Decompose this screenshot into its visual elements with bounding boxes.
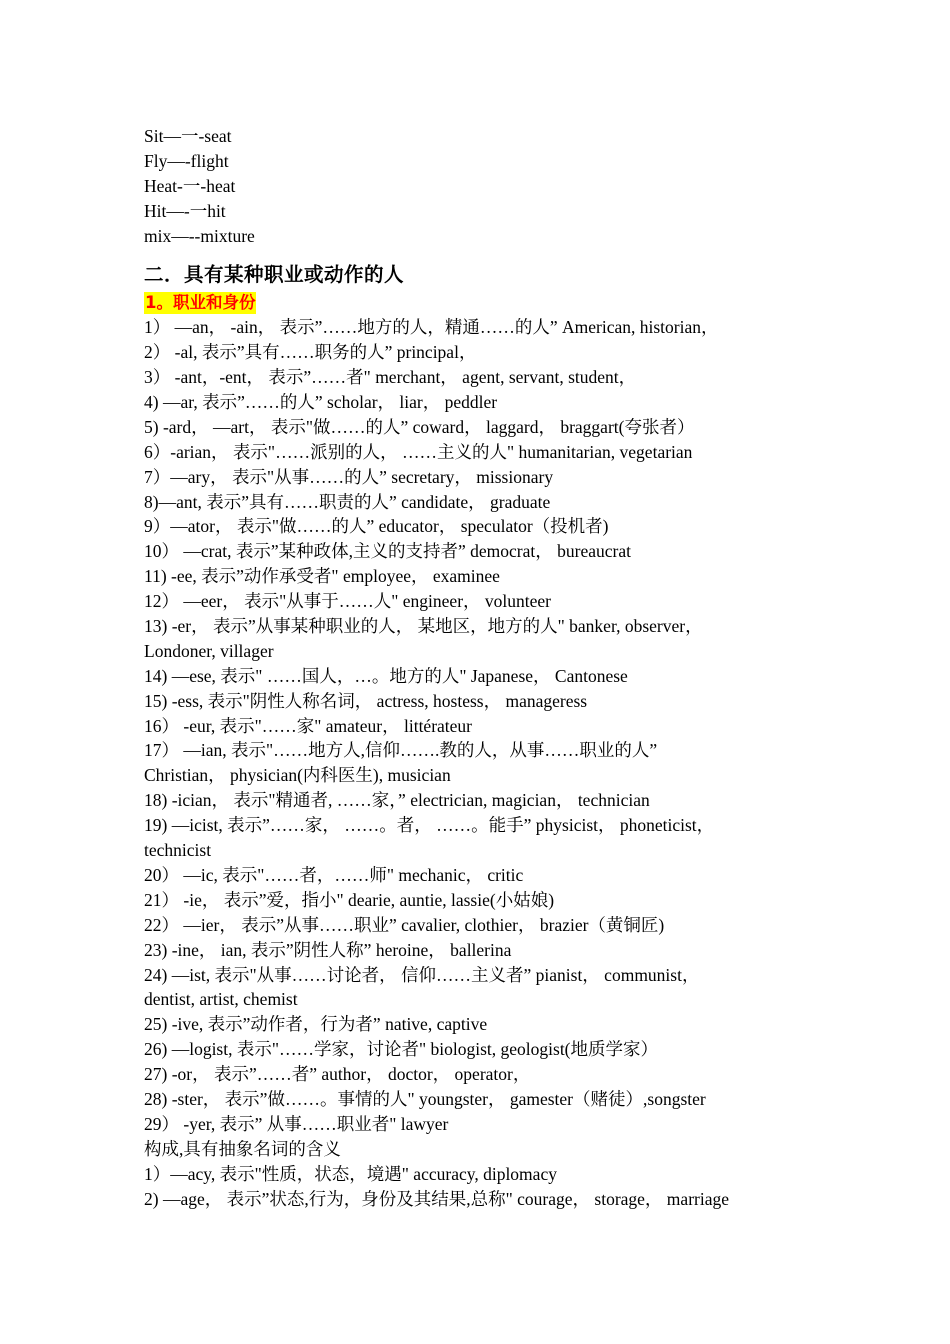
text-line: 1）—acy, 表示"性质，状态，境遇" accuracy, diplomacy — [144, 1163, 557, 1184]
text-line: 22） —ier， 表示”从事……职业” cavalier, clothier， brazier（黄铜匠) — [144, 914, 665, 935]
suffix-list — [144, 315, 844, 1211]
sub-heading-row — [144, 290, 844, 315]
text-line: technicist — [144, 840, 212, 861]
text-line: 10） —crat, 表示”某种政体,主义的支持者” democrat， bureaucrat — [144, 541, 631, 562]
text-line: 18) -ician， 表示"精通者, ……家，” electrician, magician， technician — [144, 790, 650, 811]
text-line: Londoner, villager — [144, 640, 274, 661]
text-line: 3） -ant，-ent， 表示”……者" merchant， agent, servant, student， — [144, 367, 637, 388]
text-line: Christian， physician(内科医生), musician — [144, 765, 451, 786]
word-pair-line: Fly—-flight — [144, 150, 229, 171]
text-line: 2) —age， 表示”状态,行为，身份及其结果,总称" courage， storage， marriage — [144, 1188, 729, 1209]
word-pair-line: Sit—一-seat — [144, 126, 232, 146]
text-line: 24) —ist, 表示"从事……讨论者， 信仰……主义者” pianist， communist， — [144, 964, 700, 985]
text-line: 5) -ard， —art， 表示"做……的人” coward， laggard， braggart(夸张者） — [144, 416, 695, 437]
word-pairs — [144, 124, 844, 248]
text-line: 21） -ie， 表示”爱，指小" dearie, auntie, lassie(小姑娘) — [144, 889, 555, 910]
sub-heading: 1。职业和身份 — [145, 293, 256, 313]
text-line: 26) —logist, 表示"……学家，讨论者" biologist, geologist(地质学家） — [144, 1039, 659, 1060]
text-line: 4) —ar, 表示”……的人” scholar， liar， peddler — [144, 392, 498, 413]
text-line: 16） -eur, 表示"……家" amateur， littérateur — [144, 715, 473, 736]
word-pair-line: mix—--mixture — [144, 225, 255, 246]
text-line: 构成,具有抽象名词的含义 — [144, 1138, 341, 1159]
document-page — [144, 124, 844, 1211]
text-line: 29） -yer, 表示” 从事……职业者" lawyer — [144, 1113, 449, 1134]
text-line: 8)—ant, 表示”具有……职责的人” candidate， graduate — [144, 491, 551, 512]
text-line: 14) —ese, 表示" ……国人，…。地方的人" Japanese， Cantonese — [144, 665, 628, 686]
section-heading: 二．具有某种职业或动作的人 — [144, 263, 405, 287]
word-pair-line: Hit—-一hit — [144, 200, 226, 221]
text-line: 11) -ee, 表示”动作承受者" employee， examinee — [144, 566, 500, 587]
text-line: 25) -ive, 表示”动作者，行为者” native, captive — [144, 1014, 488, 1035]
text-line: dentist, artist, chemist — [144, 989, 298, 1010]
text-line: 7）—ary， 表示"从事……的人” secretary， missionary — [144, 466, 554, 487]
text-line: 13) -er， 表示”从事某种职业的人， 某地区，地方的人" banker, observer， — [144, 616, 703, 637]
text-line: 28) -ster， 表示”做……。事情的人" youngster， gamester（赌徒）,songster — [144, 1088, 706, 1109]
text-line: 23) -ine， ian, 表示”阴性人称” heroine， ballerina — [144, 939, 512, 960]
text-line: 20） —ic, 表示"……者，……师" mechanic， critic — [144, 864, 524, 885]
text-line: 17） —ian, 表示"……地方人,信仰…….教的人，从事……职业的人” — [144, 740, 658, 761]
word-pair-line: Heat-一-heat — [144, 175, 236, 196]
text-line: 9）—ator， 表示"做……的人” educator， speculator（投机者) — [144, 516, 609, 537]
text-line: 2） -al, 表示”具有……职务的人” principal， — [144, 342, 477, 363]
text-line: 12） —eer， 表示"从事于……人" engineer， volunteer — [144, 591, 551, 612]
text-line: 1） —an， -ain， 表示”……地方的人，精通……的人” American, historian， — [144, 317, 719, 338]
text-line: 19) —icist, 表示”……家， ……。者， ……。能手” physicist， phoneticist， — [144, 815, 715, 836]
text-line: 27) -or， 表示”……者” author， doctor， operator， — [144, 1064, 531, 1085]
spacer — [144, 248, 844, 260]
text-line: 15) -ess, 表示"阴性人称名词， actress, hostess， manageress — [144, 690, 588, 711]
text-line: 6）-arian， 表示"……派别的人， ……主义的人" humanitarian, vegetarian — [144, 441, 693, 462]
